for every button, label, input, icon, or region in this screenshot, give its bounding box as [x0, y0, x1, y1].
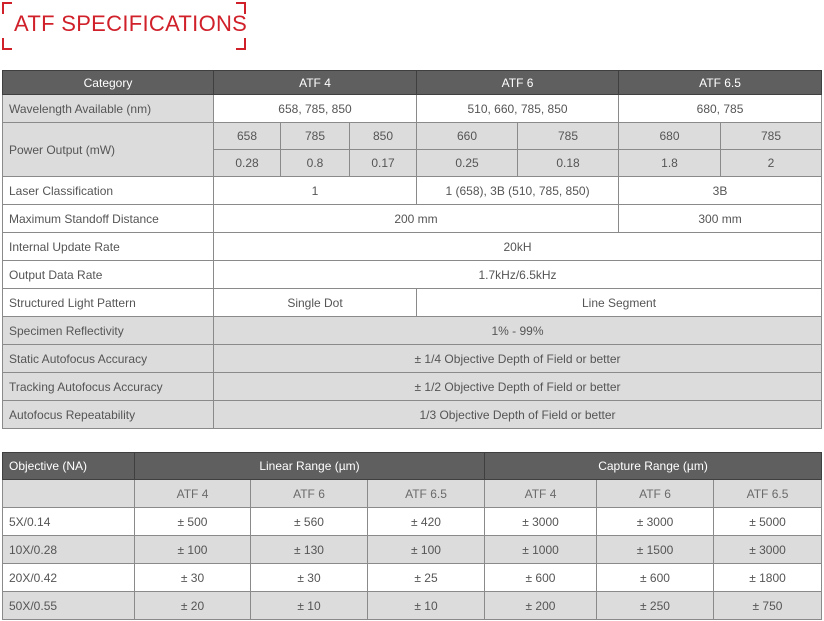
table-row [3, 592, 822, 620]
objective-range-table [2, 452, 822, 620]
cell: 20kH [214, 233, 822, 261]
row-label: Static Autofocus Accuracy [3, 345, 214, 373]
cell: ± 600 [597, 564, 714, 592]
subheader-cell: ATF 6.5 [714, 480, 822, 508]
table-row [3, 233, 822, 261]
cell: 510, 660, 785, 850 [417, 95, 619, 123]
row-label: Specimen Reflectivity [3, 317, 214, 345]
page-title: ATF SPECIFICATIONS [14, 11, 248, 36]
table-row [3, 289, 822, 317]
cell [3, 480, 135, 508]
cell: ± 1800 [714, 564, 822, 592]
table-row [3, 261, 822, 289]
cell: ± 1000 [485, 536, 597, 564]
cell: ± 10 [368, 592, 485, 620]
cell: 1.8 [619, 150, 721, 177]
cell: ± 1/2 Objective Depth of Field or better [214, 373, 822, 401]
table-header-row [3, 71, 822, 95]
cell: ± 130 [251, 536, 368, 564]
cell: ± 10 [251, 592, 368, 620]
header-atf4: ATF 4 [214, 71, 417, 95]
cell: 680, 785 [619, 95, 822, 123]
row-label: Wavelength Available (nm) [3, 95, 214, 123]
bracket-corner [2, 38, 12, 50]
cell: 658, 785, 850 [214, 95, 417, 123]
cell: ± 30 [251, 564, 368, 592]
page-title-frame [2, 2, 246, 50]
table-header-row [3, 453, 822, 480]
cell: 658 [214, 123, 281, 150]
table-row [3, 536, 822, 564]
bracket-corner [236, 38, 246, 50]
row-label: Tracking Autofocus Accuracy [3, 373, 214, 401]
cell: 3B [619, 177, 822, 205]
table-row [3, 508, 822, 536]
table-row [3, 317, 822, 345]
header-atf65: ATF 6.5 [619, 71, 822, 95]
cell: 2 [721, 150, 822, 177]
row-label: Output Data Rate [3, 261, 214, 289]
row-label: Autofocus Repeatability [3, 401, 214, 429]
cell: ± 3000 [714, 536, 822, 564]
table-row [3, 205, 822, 233]
table-row [3, 373, 822, 401]
cell: ± 560 [251, 508, 368, 536]
cell: 660 [417, 123, 518, 150]
cell: 785 [518, 123, 619, 150]
cell: ± 100 [135, 536, 251, 564]
cell: ± 5000 [714, 508, 822, 536]
cell: 1% - 99% [214, 317, 822, 345]
row-label: 5X/0.14 [3, 508, 135, 536]
cell: 200 mm [214, 205, 619, 233]
cell: 680 [619, 123, 721, 150]
header-linear-range: Linear Range (µm) [135, 453, 485, 480]
row-label: Internal Update Rate [3, 233, 214, 261]
cell: 0.28 [214, 150, 281, 177]
cell: 0.25 [417, 150, 518, 177]
header-objective: Objective (NA) [3, 453, 135, 480]
row-label: Laser Classification [3, 177, 214, 205]
cell: ± 20 [135, 592, 251, 620]
header-capture-range: Capture Range (µm) [485, 453, 822, 480]
subheader-cell: ATF 6.5 [368, 480, 485, 508]
cell: ± 1/4 Objective Depth of Field or better [214, 345, 822, 373]
cell: 1/3 Objective Depth of Field or better [214, 401, 822, 429]
subheader-cell: ATF 6 [251, 480, 368, 508]
cell: 1.7kHz/6.5kHz [214, 261, 822, 289]
header-category: Category [3, 71, 214, 95]
cell: 1 [214, 177, 417, 205]
cell: ± 25 [368, 564, 485, 592]
row-label: Maximum Standoff Distance [3, 205, 214, 233]
table-row [3, 564, 822, 592]
subheader-cell: ATF 4 [485, 480, 597, 508]
cell: 0.8 [281, 150, 350, 177]
cell: ± 200 [485, 592, 597, 620]
cell: ± 750 [714, 592, 822, 620]
cell: ± 600 [485, 564, 597, 592]
header-atf6: ATF 6 [417, 71, 619, 95]
row-label: 20X/0.42 [3, 564, 135, 592]
table-row [3, 177, 822, 205]
cell: ± 3000 [485, 508, 597, 536]
table-row [3, 345, 822, 373]
subheader-cell: ATF 4 [135, 480, 251, 508]
cell: 850 [350, 123, 417, 150]
cell: 785 [721, 123, 822, 150]
bracket-corner [2, 2, 12, 14]
cell: ± 100 [368, 536, 485, 564]
table-subheader-row [3, 480, 822, 508]
cell: 0.18 [518, 150, 619, 177]
row-label: 50X/0.55 [3, 592, 135, 620]
row-label: Power Output (mW) [3, 123, 214, 177]
cell: Single Dot [214, 289, 417, 317]
cell: ± 1500 [597, 536, 714, 564]
row-label: Structured Light Pattern [3, 289, 214, 317]
cell: ± 30 [135, 564, 251, 592]
table-row [3, 95, 822, 123]
cell: 785 [281, 123, 350, 150]
cell: ± 420 [368, 508, 485, 536]
cell: 0.17 [350, 150, 417, 177]
table-row [3, 401, 822, 429]
cell: 300 mm [619, 205, 822, 233]
cell: ± 3000 [597, 508, 714, 536]
cell: ± 500 [135, 508, 251, 536]
row-label: 10X/0.28 [3, 536, 135, 564]
specifications-table [2, 70, 822, 429]
cell: Line Segment [417, 289, 822, 317]
cell: ± 250 [597, 592, 714, 620]
table-row [3, 123, 822, 150]
cell: 1 (658), 3B (510, 785, 850) [417, 177, 619, 205]
subheader-cell: ATF 6 [597, 480, 714, 508]
